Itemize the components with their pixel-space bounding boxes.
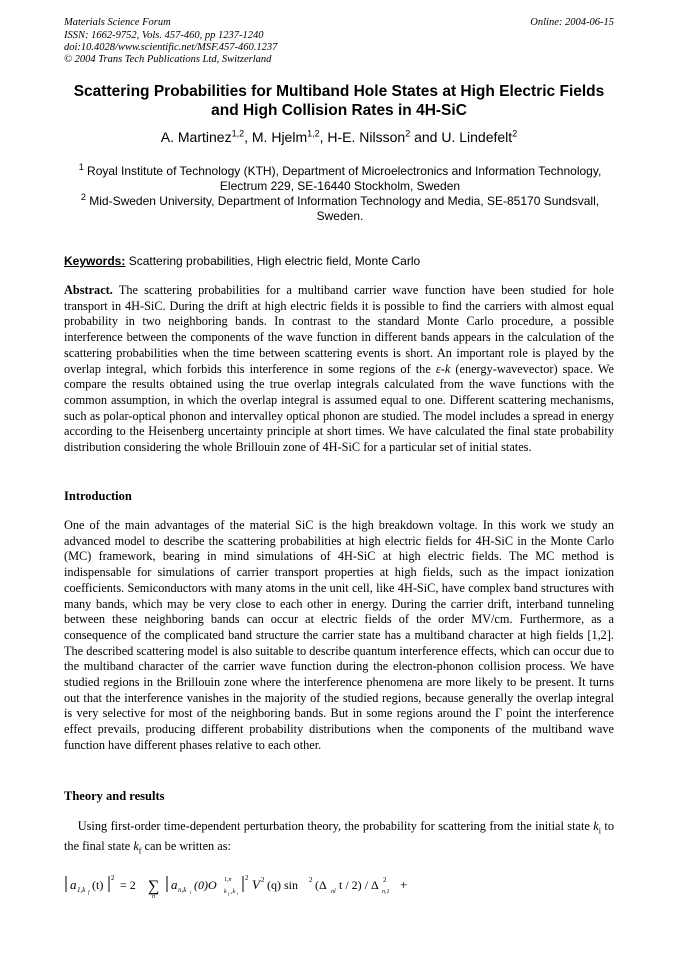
- author-2: , M. Hjelm: [244, 129, 308, 145]
- introduction-text: One of the main advantages of the material SiC is the high breakdown voltage. In this work we study an advanced model to describe the scattering probabilities at high electric fields for 4H-SiC in the Monte Carlo (MC) framework, bearing in mind simulations of 4H-SiC at high electric fields. The MC method is indispensable for simulations of carrier transport properties at high fields, such as the impact ionization coefficients. Semiconductors with many atoms in the unit cell, like 4H-SiC, have complex band structures with many bands, which may be very close to each other in energy. During the carrier drift, interband tunneling between these neighboring bands can occur at electric fields of the order MV/cm. Furthermore, as a consequence of the complicated band structure the carrier state has a multiband character at high fields [1,2]. The described scattering model is also suitable to describe quantum interference effects, which can occur due to the multiband character of the carrier wave function during the electron-phonon collision process. We have studied regions in the Brillouin zone where the interference phenomena are more likely to be present. It turns out that the interference vanishes in the majority of the studied regions, because generally the overlap integral is very selective for most of the neighboring bands. But in some regions around the Γ point the interference effect prevails, producing different probability distributions when the components of the multiband wave function have different phases relative to each other.: [64, 518, 614, 752]
- title-line-1: Scattering Probabilities for Multiband Hole States at High Electric Fields: [73, 83, 605, 100]
- affiliation-1: [70, 164, 610, 194]
- kf-subscript: f: [138, 846, 142, 856]
- eq-tail-sub: n,1: [382, 889, 390, 895]
- eq-equals: = 2: [120, 878, 136, 892]
- author-2-affil: 1,2: [307, 128, 320, 139]
- copyright-line: © 2004 Trans Tech Publications Ltd, Switzerland: [64, 54, 272, 65]
- abstract-text-a: The scattering probabilities for a multiband carrier wave function have been studied for hole transport in 4H-SiC. During the drift at high electric fields it is possible to find the carriers with almost equal probability in two neighboring bands. In contrast to the standard Monte Carlo procedure, a possible interference between the components of the wave function in different bands appears in the calculation of the scattering probabilities when the time between scattering events is short. An important role is played by the overlap integral, which forbids this interference in some regions of the: [64, 283, 614, 376]
- eq-overlap-subsub2: i: [237, 891, 239, 896]
- eq-delta-sub: nl: [331, 889, 336, 895]
- ek-symbol: ε-k: [435, 361, 451, 376]
- eq-potential: V: [252, 877, 260, 892]
- theory-text-c: can be written as:: [141, 839, 231, 854]
- abstract-text-b: (energy-wavevector) space. We compare the results obtained using the true overlap integrals calculated from the wave functions with the common assumption, in which the overlap integral is assumed equal to one. Different scattering mechanisms, such as polar-optical phonon and intervalley optical phonon are studied. The model includes a spread in energy according to the Heisenberg uncertainty principle at short times. We have calculated the final state probability distribution considering the whole Brillouin zone of 4H-SiC for a particular set of initial states.: [64, 361, 615, 455]
- author-1-affil: 1,2: [231, 128, 245, 139]
- eq-overlap: (0)O: [194, 878, 217, 892]
- eq-sum: ∑: [148, 878, 160, 895]
- eq-potential-sup: 2: [261, 876, 265, 884]
- affiliation-2: [70, 194, 610, 224]
- theory-text-a: Using first-order time-dependent perturbation theory, the probability for scattering from the initial state: [64, 819, 594, 833]
- journal-name: Materials Science Forum: [64, 17, 171, 28]
- eq-overlap-sup: 1,n: [224, 877, 232, 883]
- doi-link[interactable]: doi:10.4028/www.scientific.net/MSF.457-460.1237: [64, 42, 278, 53]
- eq-square: 2: [111, 874, 115, 882]
- issn-line: ISSN: 1662-9752, Vols. 457-460, pp 1237-1240: [64, 30, 264, 41]
- eq-a2-subsub: i: [190, 891, 192, 896]
- eq-tail: t / 2) / Δ: [339, 878, 379, 892]
- section-heading-theory: Theory and results: [64, 789, 165, 803]
- abstract: [64, 283, 614, 456]
- affiliation-1-marker: 1: [78, 162, 84, 172]
- eq-tail-sup: 2: [383, 876, 387, 884]
- eq-q-sin: (q) sin: [267, 878, 298, 892]
- eq-square-2: 2: [245, 874, 249, 882]
- eq-overlap-subsub: f: [228, 891, 230, 896]
- eq-lhs-sub: 1,k: [77, 886, 86, 894]
- affiliation-1-text: Royal Institute of Technology (KTH), Department of Microelectronics and Information Technology, Electrum 229, SE-16440 Stockholm, Sweden: [83, 164, 602, 193]
- author-4: and U. Lindefelt: [410, 129, 513, 145]
- eq-sin-sup: 2: [309, 876, 313, 884]
- affiliation-2-marker: 2: [80, 192, 86, 202]
- section-heading-introduction: Introduction: [64, 489, 132, 503]
- theory-text-b: to the final state: [64, 819, 618, 854]
- eq-lhs-t: (t): [92, 878, 104, 892]
- scattering-equation: [64, 872, 424, 898]
- author-1: A. Martinez: [160, 129, 232, 145]
- eq-lhs: a: [70, 877, 77, 892]
- online-date: Online: 2004-06-15: [530, 17, 614, 28]
- paper-title: [40, 82, 638, 120]
- eq-a2-sub: n,k: [178, 886, 187, 894]
- eq-overlap-sub2: ,k: [231, 889, 236, 895]
- keywords: [64, 254, 624, 269]
- eq-plus: +: [400, 877, 408, 892]
- eq-lhs-subsub: f: [88, 891, 90, 896]
- affiliation-2-text: Mid-Sweden University, Department of Information Technology and Media, SE-85170 Sundsvall, Sweden.: [85, 194, 600, 223]
- kf-symbol: k: [133, 839, 139, 854]
- keywords-text: Scattering probabilities, High electric field, Monte Carlo: [125, 254, 421, 268]
- eq-a2: a: [171, 877, 178, 892]
- author-3-affil: 2: [405, 128, 411, 139]
- keywords-label: Keywords:: [64, 254, 126, 268]
- author-list: [40, 128, 638, 146]
- eq-sum-index: n: [152, 894, 155, 898]
- abstract-label: Abstract.: [64, 283, 113, 297]
- author-3: , H-E. Nilsson: [319, 129, 406, 145]
- author-4-affil: 2: [512, 128, 518, 139]
- ki-subscript: i: [598, 826, 601, 836]
- theory-text: [64, 819, 618, 859]
- ki-symbol: k: [593, 819, 599, 833]
- eq-delta: (Δ: [315, 878, 327, 892]
- title-line-2: and High Collision Rates in 4H-SiC: [211, 102, 467, 119]
- eq-overlap-sub: k: [224, 889, 227, 895]
